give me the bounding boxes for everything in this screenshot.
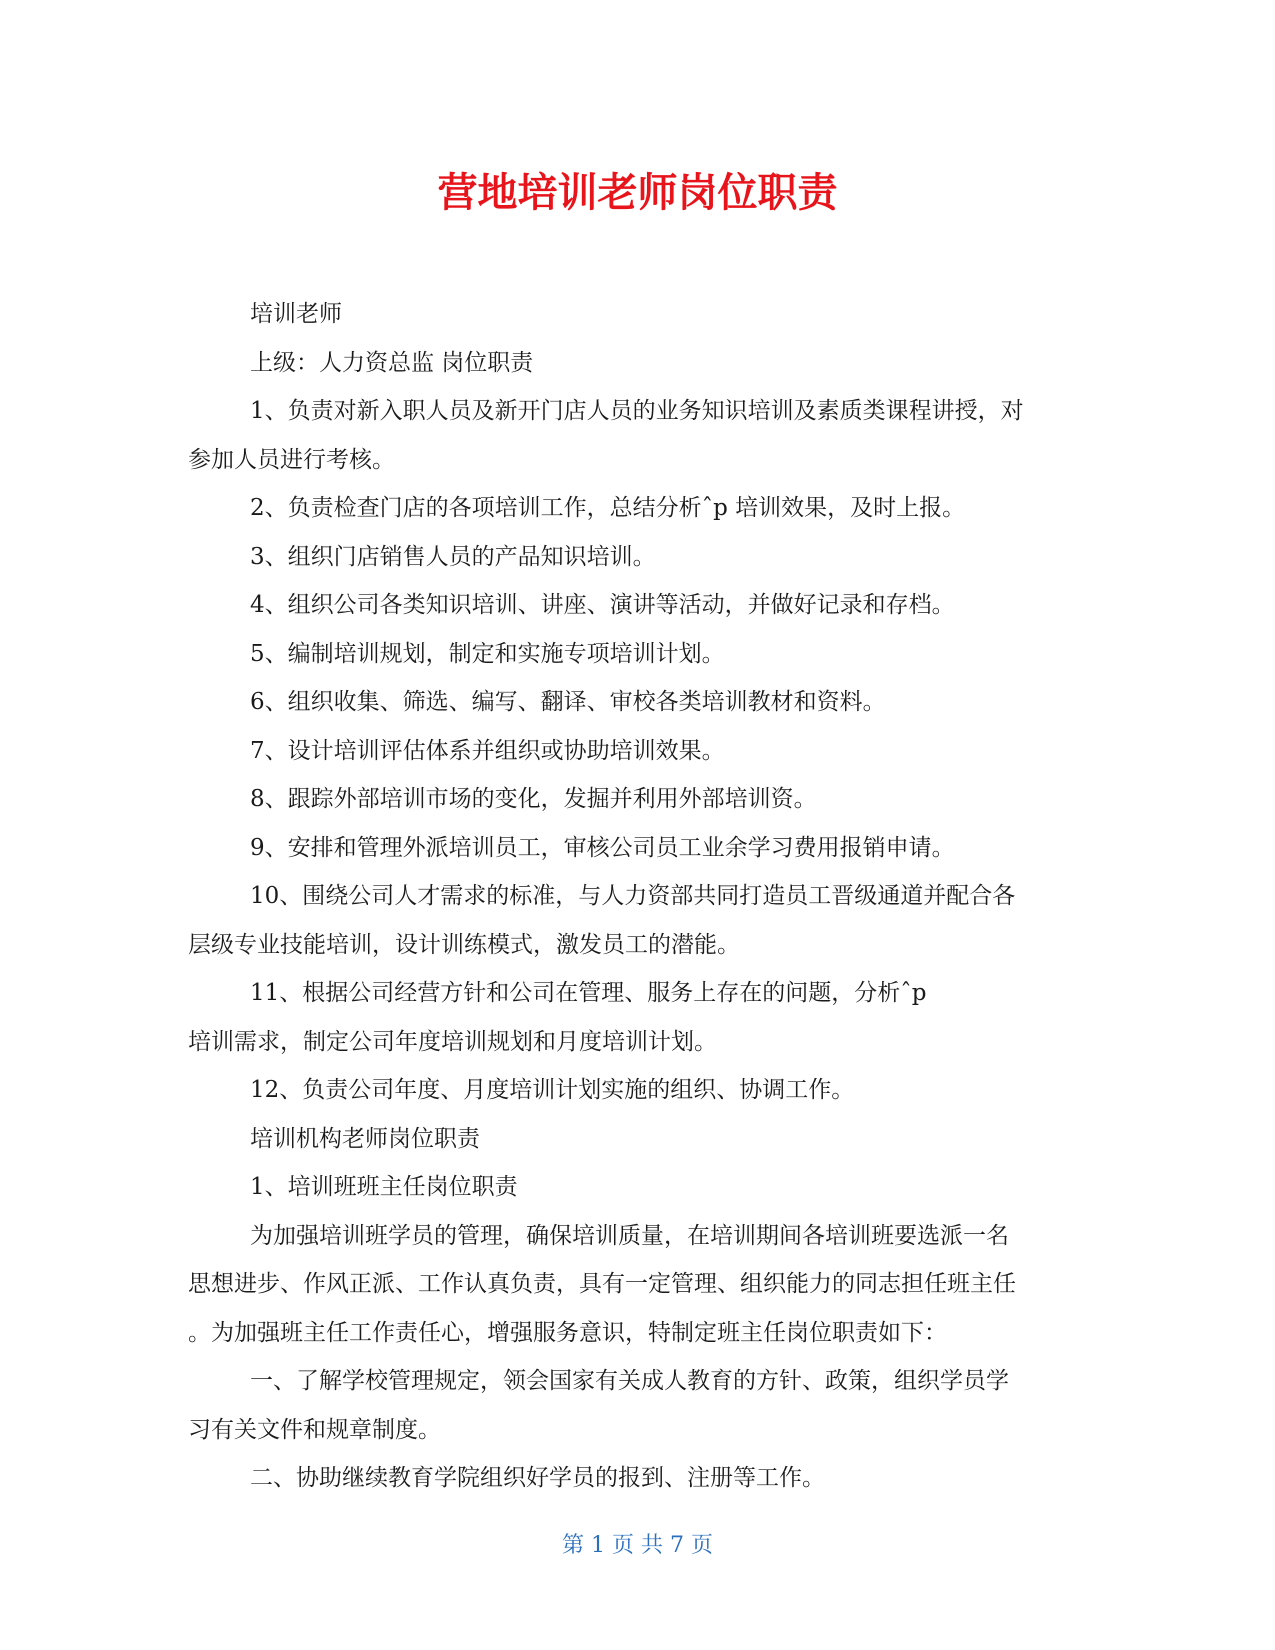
text-line: 培训老师 [250,301,342,327]
text-line: 9、安排和管理外派培训员工，审核公司员工业余学习费用报销申请。 [250,834,955,861]
text-line: 上级：人力资总监 岗位职责 [250,349,534,376]
text-line: 1、培训班班主任岗位职责 [250,1174,518,1200]
text-line: 层级专业技能培训，设计训练模式，激发员工的潜能。 [188,931,740,958]
text-line: 8、跟踪外部培训市场的变化，发掘并利用外部培训资。 [250,786,817,812]
text-line: 5、编制培训规划，制定和实施专项培训计划。 [250,640,725,667]
text-line: 。为加强班主任工作责任心，增强服务意识，特制定班主任岗位职责如下： [188,1319,947,1346]
text-line: 为加强培训班学员的管理，确保培训质量，在培训期间各培训班要选派一名 [250,1222,1009,1249]
document-body [188,290,1088,1503]
text-line: 思想进步、作风正派、工作认真负责，具有一定管理、组织能力的同志担任班主任 [188,1271,1016,1297]
text-line: 1、负责对新入职人员及新开门店人员的业务知识培训及素质类课程讲授，对 [250,398,1024,424]
text-line: 3、组织门店销售人员的产品知识培训。 [250,543,656,570]
text-line: 4、组织公司各类知识培训、讲座、演讲等活动，并做好记录和存档。 [250,592,955,618]
text-line: 10、围绕公司人才需求的标准，与人力资部共同打造员工晋级通道并配合各 [250,883,1016,909]
text-line: 6、组织收集、筛选、编写、翻译、审校各类培训教材和资料。 [250,689,886,715]
text-line: 7、设计培训评估体系并组织或协助培训效果。 [250,737,725,764]
text-line: 12、负责公司年度、月度培训计划实施的组织、协调工作。 [250,1077,855,1103]
text-line: 2、负责检查门店的各项培训工作，总结分析ˆp 培训效果，及时上报。 [250,495,966,521]
page-footer: 第 1 页 共 7 页 [562,1533,713,1558]
text-line: 二、协助继续教育学院组织好学员的报到、注册等工作。 [250,1465,825,1491]
text-line: 11、根据公司经营方针和公司在管理、服务上存在的问题，分析ˆp [250,980,927,1006]
text-line: 习有关文件和规章制度。 [188,1416,441,1443]
text-line: 培训机构老师岗位职责 [250,1125,480,1152]
text-line: 培训需求，制定公司年度培训规划和月度培训计划。 [188,1028,717,1055]
text-line: 一、了解学校管理规定，领会国家有关成人教育的方针、政策，组织学员学 [250,1368,1009,1394]
text-line: 参加人员进行考核。 [188,446,395,473]
document-title: 营地培训老师岗位职责 [437,170,838,216]
